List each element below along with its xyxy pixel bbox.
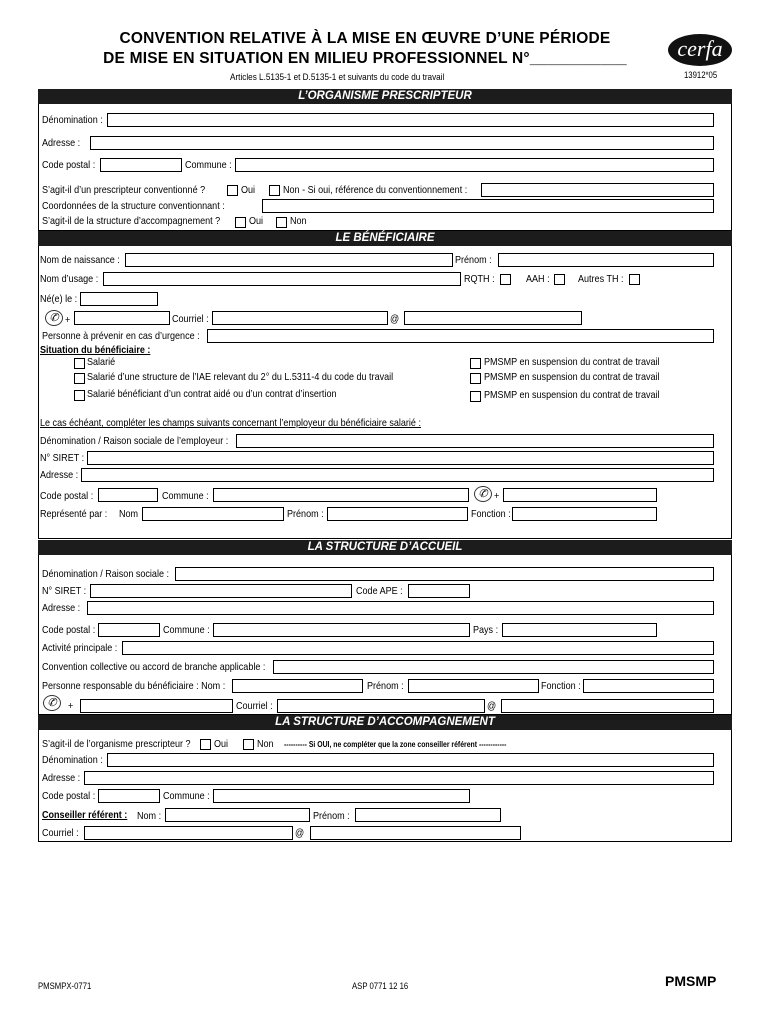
form-title-line2: DE MISE EN SITUATION EN MILIEU PROFESSIONNEL N°___________ (103, 50, 627, 67)
representant-nom-field[interactable] (142, 507, 284, 521)
accompagnement-commune-field[interactable] (213, 789, 470, 803)
section-accueil-header: LA STRUCTURE D’ACCUEIL (38, 540, 732, 555)
section-accompagnement-header: LA STRUCTURE D’ACCOMPAGNEMENT (38, 715, 732, 730)
date-naissance-field[interactable] (80, 292, 158, 306)
accompagnement-non-checkbox[interactable] (276, 217, 287, 228)
label-aah: AAH : (526, 273, 550, 285)
phone-icon: ✆ (474, 486, 492, 502)
form-title-line1: CONVENTION RELATIVE À LA MISE EN ŒUVRE D’UNE PÉRIODE (119, 30, 611, 47)
accompagnement-adresse-field[interactable] (84, 771, 714, 785)
accueil-commune-field[interactable] (213, 623, 470, 637)
representant-fonction-field[interactable] (512, 507, 657, 521)
label-pmsmp2: PMSMP en suspension du contrat de travail (484, 371, 660, 383)
urgence-field[interactable] (207, 329, 714, 343)
label-ne-le: Né(e) le : (40, 293, 78, 305)
label-siret-acc: N° SIRET : (42, 585, 87, 597)
label-nom-conseiller: Nom : (137, 810, 162, 822)
label-commune-emp: Commune : (162, 490, 209, 502)
label-oui: Oui (241, 184, 256, 196)
salarie-checkbox[interactable] (74, 358, 85, 369)
label-conventionne: S’agit-il d’un prescripteur conventionné ? (42, 184, 206, 196)
conseiller-courriel-domain-field[interactable] (310, 826, 521, 840)
label-courriel-acc: Courriel : (236, 700, 273, 712)
section-prescripteur-header: L’ORGANISME PRESCRIPTEUR (38, 89, 732, 104)
responsable-courriel-user-field[interactable] (277, 699, 485, 713)
courriel-domain-field[interactable] (404, 311, 582, 325)
conseiller-nom-field[interactable] (165, 808, 310, 822)
label-courriel-conseiller: Courriel : (42, 827, 79, 839)
responsable-fonction-field[interactable] (583, 679, 714, 693)
nom-naissance-field[interactable] (125, 253, 453, 267)
section-beneficiaire-header: LE BÉNÉFICIAIRE (38, 231, 732, 246)
label-courriel: Courriel : (172, 313, 209, 325)
rqth-checkbox[interactable] (500, 274, 511, 285)
prescripteur-commune-field[interactable] (235, 158, 714, 172)
label-rqth: RQTH : (464, 273, 495, 285)
accueil-siret-field[interactable] (90, 584, 352, 598)
label-nom-usage: Nom d’usage : (40, 273, 99, 285)
label-prenom-acc: Prénom : (367, 680, 404, 692)
accueil-denomination-field[interactable] (175, 567, 714, 581)
at-sign: @ (295, 827, 305, 839)
prescripteur-adresse-field[interactable] (90, 136, 714, 150)
label-accompagnement-q: S’agit-il de la structure d’accompagnement ? (42, 215, 221, 227)
label-adresse-acc: Adresse : (42, 602, 81, 614)
accompagnement-oui-checkbox[interactable] (235, 217, 246, 228)
label-fonction: Fonction : (471, 508, 511, 520)
label-salarie-iae: Salarié d’une structure de l’IAE relevant du 2° du L.5311-4 du code du travail (87, 371, 394, 383)
accueil-code-ape-field[interactable] (408, 584, 470, 598)
label-autres-th: Autres TH : (578, 273, 624, 285)
accompagnement-code-postal-field[interactable] (98, 789, 160, 803)
label-adresse-emp: Adresse : (40, 469, 79, 481)
note-si-oui: ---------- Si OUI, ne compléter que la zone conseiller référent ------------ (284, 740, 507, 749)
form-subtitle: Articles L.5135-1 et D.5135-1 et suivants du code du travail (230, 72, 445, 83)
conseiller-courriel-user-field[interactable] (84, 826, 293, 840)
label-adresse-accomp: Adresse : (42, 772, 81, 784)
label-siret: N° SIRET : (40, 452, 85, 464)
accueil-convention-field[interactable] (273, 660, 714, 674)
label-conseiller: Conseiller référent : (42, 809, 128, 821)
label-code-postal-acc: Code postal : (42, 624, 96, 636)
responsable-nom-field[interactable] (232, 679, 363, 693)
nom-usage-field[interactable] (103, 272, 461, 286)
responsable-telephone-field[interactable] (80, 699, 233, 713)
label-commune: Commune : (185, 159, 232, 171)
label-adresse: Adresse : (42, 137, 81, 149)
conventionne-non-checkbox[interactable] (269, 185, 280, 196)
label-nom: Nom (119, 508, 139, 520)
conventionne-oui-checkbox[interactable] (227, 185, 238, 196)
label-represente: Représenté par : (40, 508, 108, 520)
label-fonction-acc: Fonction : (541, 680, 581, 692)
accueil-activite-field[interactable] (122, 641, 714, 655)
employeur-commune-field[interactable] (213, 488, 469, 502)
label-pmsmp3: PMSMP en suspension du contrat de travail (484, 389, 660, 401)
telephone-field[interactable] (74, 311, 170, 325)
conseiller-prenom-field[interactable] (355, 808, 501, 822)
label-convention: Convention collective ou accord de branche applicable : (42, 661, 266, 673)
accompagnement-prescripteur-oui-checkbox[interactable] (200, 739, 211, 750)
label-oui2: Oui (249, 215, 264, 227)
salarie-iae-checkbox[interactable] (74, 373, 85, 384)
footer-pmsmp: PMSMP (665, 973, 717, 989)
label-prenom: Prénom : (455, 254, 492, 266)
label-coordonnees: Coordonnées de la structure conventionnant : (42, 200, 225, 212)
label-plus-acc: + (68, 700, 74, 712)
responsable-prenom-field[interactable] (408, 679, 539, 693)
cerfa-logo: cerfa (668, 34, 732, 66)
label-plus: + (65, 314, 71, 326)
label-denomination-accomp: Dénomination : (42, 754, 103, 766)
label-denomination: Dénomination : (42, 114, 103, 126)
footer-reference: PMSMPX-0771 (38, 981, 92, 991)
pmsmp1-checkbox[interactable] (470, 358, 481, 369)
label-pmsmp1: PMSMP en suspension du contrat de travail (484, 356, 660, 368)
label-code-postal-accomp: Code postal : (42, 790, 96, 802)
employeur-telephone-field[interactable] (503, 488, 657, 502)
prescripteur-denomination-field[interactable] (107, 113, 714, 127)
label-commune-acc: Commune : (163, 624, 210, 636)
footer-asp: ASP 0771 12 16 (352, 981, 409, 991)
label-oui-acc: Oui (214, 738, 229, 750)
accueil-adresse-field[interactable] (87, 601, 714, 615)
label-urgence: Personne à prévenir en cas d’urgence : (42, 330, 200, 342)
employeur-siret-field[interactable] (87, 451, 714, 465)
autres-th-checkbox[interactable] (629, 274, 640, 285)
label-situation: Situation du bénéficiaire : (40, 344, 151, 356)
label-salarie-aide: Salarié bénéficiant d’un contrat aidé ou d’un contrat d’insertion (87, 388, 337, 400)
label-pays: Pays : (473, 624, 499, 636)
label-prenom2: Prénom : (287, 508, 324, 520)
salarie-aide-checkbox[interactable] (74, 390, 85, 401)
aah-checkbox[interactable] (554, 274, 565, 285)
label-responsable: Personne responsable du bénéficiaire : Nom : (42, 680, 226, 692)
label-code-postal: Code postal : (42, 159, 96, 171)
label-code-postal-emp: Code postal : (40, 490, 94, 502)
accueil-pays-field[interactable] (502, 623, 657, 637)
employeur-adresse-field[interactable] (81, 468, 714, 482)
label-denomination-acc: Dénomination / Raison sociale : (42, 568, 169, 580)
coordonnees-field[interactable] (262, 199, 714, 213)
employeur-denomination-field[interactable] (236, 434, 714, 448)
label-non-ref: Non - Si oui, référence du conventionnement : (283, 184, 468, 196)
phone-icon: ✆ (43, 695, 61, 711)
form-number: 13912*05 (684, 70, 718, 80)
label-salarie: Salarié (87, 356, 116, 368)
responsable-courriel-domain-field[interactable] (501, 699, 714, 713)
label-code-ape: Code APE : (356, 585, 403, 597)
label-non-acc: Non (257, 738, 274, 750)
accompagnement-denomination-field[interactable] (107, 753, 714, 767)
reference-conventionnement-field[interactable] (481, 183, 714, 197)
label-plus2: + (494, 490, 500, 502)
label-cas-echeant: Le cas échéant, compléter les champs suivants concernant l’employeur du bénéficiaire salarié : (40, 417, 421, 429)
at-sign: @ (390, 313, 400, 325)
courriel-user-field[interactable] (212, 311, 388, 325)
accueil-code-postal-field[interactable] (98, 623, 160, 637)
pmsmp3-checkbox[interactable] (470, 391, 481, 402)
label-nom-naissance: Nom de naissance : (40, 254, 120, 266)
at-sign: @ (487, 700, 497, 712)
label-prescripteur-q: S’agit-il de l’organisme prescripteur ? (42, 738, 191, 750)
label-prenom-conseiller: Prénom : (313, 810, 350, 822)
representant-prenom-field[interactable] (327, 507, 468, 521)
phone-icon: ✆ (45, 310, 63, 326)
prenom-field[interactable] (498, 253, 714, 267)
prescripteur-code-postal-field[interactable] (100, 158, 182, 172)
label-denom-employeur: Dénomination / Raison sociale de l’employeur : (40, 435, 229, 447)
pmsmp2-checkbox[interactable] (470, 373, 481, 384)
label-non2: Non (290, 215, 307, 227)
label-commune-accomp: Commune : (163, 790, 210, 802)
employeur-code-postal-field[interactable] (98, 488, 158, 502)
accompagnement-prescripteur-non-checkbox[interactable] (243, 739, 254, 750)
label-activite: Activité principale : (42, 642, 118, 654)
